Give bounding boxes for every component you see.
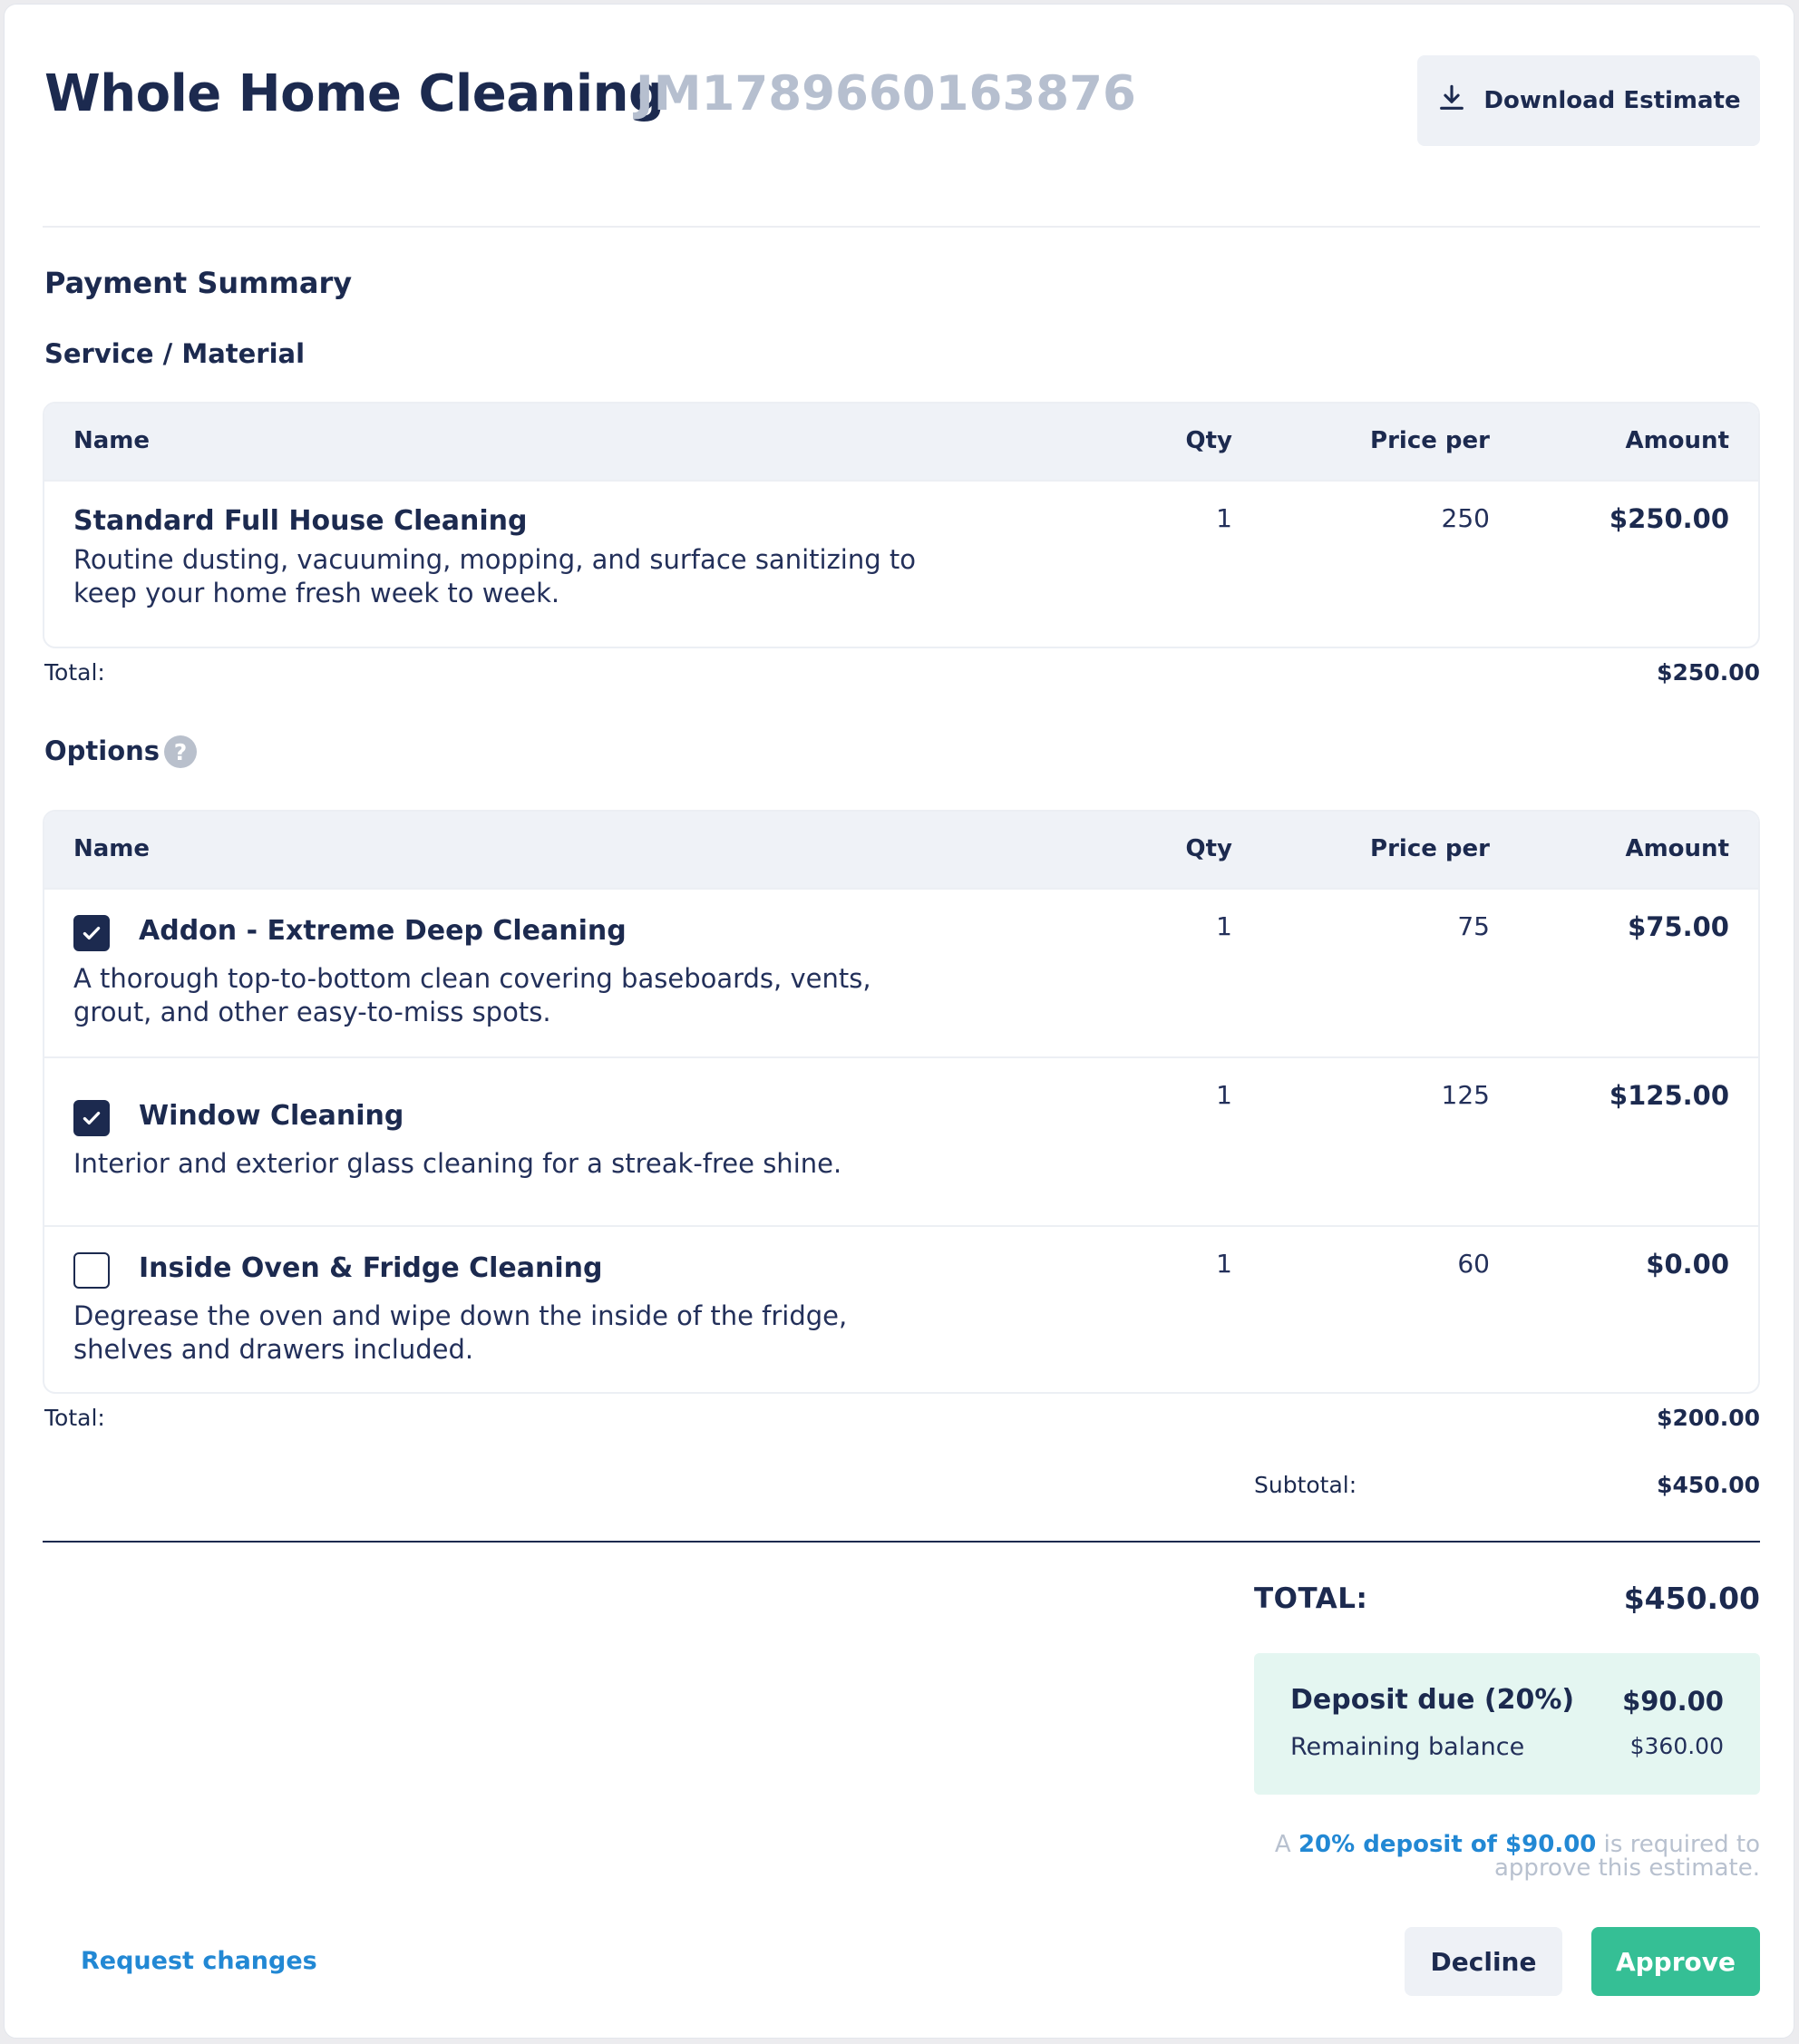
grand-total-value: $450.00 [1623,1581,1760,1616]
subtotal-value: $450.00 [1657,1472,1760,1498]
item-amount: $0.00 [1646,1249,1729,1280]
table-row [44,480,1758,647]
option-checkbox[interactable] [73,1100,110,1136]
page-title: Whole Home Cleaning [44,64,665,123]
item-title: Standard Full House Cleaning [73,505,528,537]
item-description: A thorough top-to-bottom clean covering baseboards, vents, grout, and other easy-to-miss spots. [73,963,871,1027]
checkmark-icon [80,921,103,945]
header-divider [43,226,1760,228]
checkmark-icon [80,1106,103,1130]
estimate-card [4,4,1794,2039]
col-price-per: Price per [1370,427,1490,454]
download-icon [1436,83,1467,120]
col-amount: Amount [1625,835,1729,862]
item-description: Interior and exterior glass cleaning for a streak-free shine. [73,1148,842,1179]
col-amount: Amount [1625,427,1729,454]
item-amount: $250.00 [1609,503,1729,534]
table-row[interactable] [44,1225,1758,1392]
deposit-note [1252,1833,1760,1880]
services-table-header [44,404,1758,480]
table-row[interactable] [44,888,1758,1056]
services-total-value: $250.00 [1657,659,1760,686]
deposit-note-highlight: 20% deposit of $90.00 [1298,1831,1597,1858]
download-estimate-button[interactable] [1417,55,1760,146]
item-price-per: 250 [1441,503,1490,533]
item-title: Addon - Extreme Deep Cleaning [139,915,627,947]
item-amount: $125.00 [1609,1080,1729,1111]
col-qty: Qty [1185,427,1232,454]
decline-button[interactable]: Decline [1405,1927,1562,1996]
item-qty: 1 [1216,1249,1232,1279]
col-name: Name [73,427,151,454]
item-qty: 1 [1216,1080,1232,1110]
option-checkbox[interactable] [73,1252,110,1289]
subtotal-label: Subtotal: [1254,1472,1357,1498]
item-title: Inside Oven & Fridge Cleaning [139,1252,603,1284]
grand-total-label: TOTAL: [1254,1582,1368,1615]
options-table [43,810,1760,1394]
estimate-content [43,5,1760,2038]
services-total-label: Total: [44,659,105,686]
item-description: Routine dusting, vacuuming, mopping, and surface sanitizing to keep your home fresh week to week. [73,544,916,608]
download-estimate-label: Download Estimate [1483,87,1741,114]
estimate-header [43,55,1760,142]
col-qty: Qty [1185,835,1232,862]
col-name: Name [73,835,151,862]
col-price-per: Price per [1370,835,1490,862]
item-price-per: 75 [1457,911,1490,941]
approve-button[interactable]: Approve [1591,1927,1760,1996]
item-qty: 1 [1216,911,1232,941]
item-amount: $75.00 [1628,911,1729,942]
deposit-note-prefix: A [1274,1831,1298,1858]
deposit-note-suffix: is required to approve this estimate. [1494,1831,1760,1882]
deposit-label: Deposit due (20%) [1290,1684,1575,1716]
item-description: Degrease the oven and wipe down the inside of the fridge, shelves and drawers included. [73,1300,848,1365]
payment-summary-heading: Payment Summary [44,266,353,300]
option-checkbox[interactable] [73,915,110,951]
options-total-label: Total: [44,1405,105,1431]
deposit-value: $90.00 [1622,1686,1724,1717]
item-price-per: 125 [1441,1080,1490,1110]
services-table [43,402,1760,648]
job-id: JM1789660163876 [636,66,1136,122]
request-changes-link[interactable]: Request changes [81,1947,317,1975]
remaining-balance-value: $360.00 [1629,1733,1724,1759]
options-heading: Options [44,735,160,766]
options-table-header [44,812,1758,888]
options-total-value: $200.00 [1657,1405,1760,1431]
remaining-balance-label: Remaining balance [1290,1733,1525,1761]
table-row[interactable] [44,1056,1758,1225]
question-circle-icon[interactable]: ? [164,735,197,768]
summary-divider [43,1541,1760,1543]
deposit-box [1254,1653,1760,1795]
item-qty: 1 [1216,503,1232,533]
item-price-per: 60 [1457,1249,1490,1279]
item-title: Window Cleaning [139,1100,404,1132]
service-material-heading: Service / Material [44,338,306,369]
